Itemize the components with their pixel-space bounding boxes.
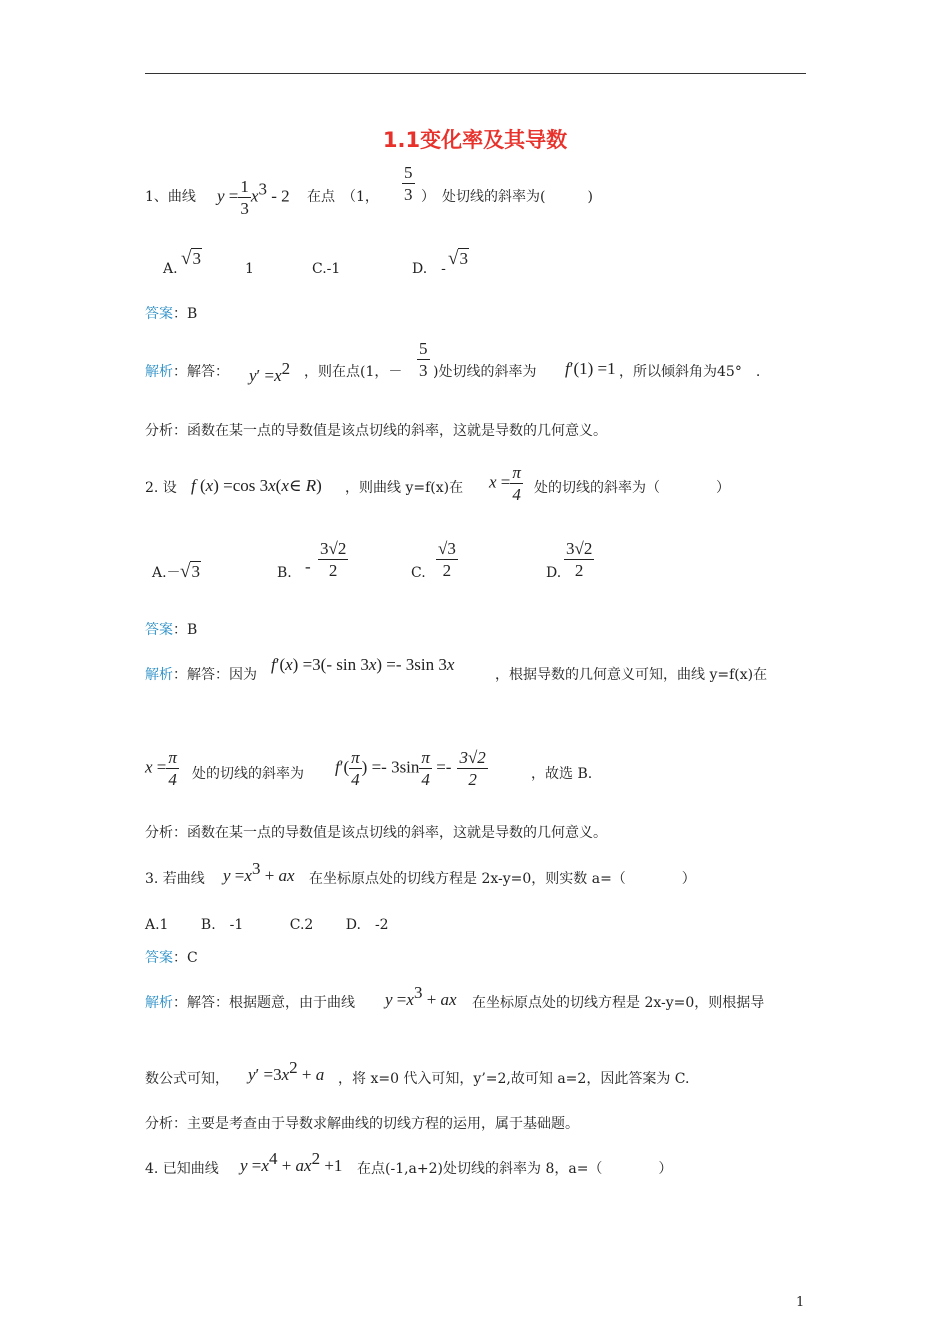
- q1-mid: 在点 （1，: [307, 189, 379, 205]
- header-rule: [145, 73, 806, 74]
- q1-option-d: D. -: [412, 261, 446, 277]
- q2-answer: 答案：B: [145, 622, 198, 638]
- q3-analysis-line-1: 解析：解答：根据题意，由于曲线 $y =x^3$ + ax 在坐标原点处的切线方程是 2x-y=0，则根据导: [145, 983, 765, 1011]
- question-4-stem: 4. 已知曲线 $y =x^4 + ax^2 +1$ 在点(-1,a+2)处切线的斜率为 8，a=（ ）: [145, 1149, 673, 1177]
- q1-option-c: C.-1: [312, 261, 341, 277]
- q3-analysis-line-2: 数公式可知， $y' =3x^2 + a$ ，将 x=0 代入可知，y’=2,故可知 a=2，因此答案为 C.: [145, 1058, 690, 1087]
- q2-analysis-line-1: 解析：解答：因为 f′(x) =3(- sin 3x) =- 3sin 3x ，根据导数的几何意义可知，曲线 y=f(x)在: [145, 655, 768, 683]
- sqrt-icon: √3: [448, 248, 468, 269]
- q1-expression: y = $\frac{1}{3}$ $x^3 - 2$: [217, 177, 290, 219]
- q1-point-fraction: $\frac{5}{3}$: [404, 163, 413, 205]
- sqrt-icon: √3: [181, 248, 201, 269]
- q2-note: 分析：函数在某一点的导数值是该点切线的斜率，这就是导数的几何意义。: [145, 825, 607, 841]
- q1-option-b: 1: [245, 261, 254, 277]
- q1-option-a: A.: [163, 261, 178, 277]
- page-number: 1: [796, 1295, 805, 1310]
- q1-tail: ） 处切线的斜率为( ): [421, 189, 593, 205]
- q1-answer: 答案：B: [145, 306, 198, 322]
- q3-note: 分析：主要是考查由于导数求解曲线的切线方程的运用，属于基础题。: [145, 1116, 579, 1132]
- page-title: 1.1变化率及其导数: [382, 128, 568, 152]
- q1-note: 分析：函数在某一点的导数值是该点切线的斜率，这就是导数的几何意义。: [145, 423, 607, 439]
- q3-answer: 答案：C: [145, 950, 198, 966]
- q1-lead: 1、曲线: [145, 189, 196, 205]
- q1-analysis: 解析：解答： $y' =x^2$ ，则在点(1，－ $\frac{5}{3}$ )处切线的斜率为 f′(1) =1 ，所以倾斜角为45° .: [145, 339, 761, 385]
- question-3-options: A.1 B. -1 C.2 D. -2: [145, 917, 389, 933]
- question-2-stem: 2. 设 f (x) =cos 3x(x∈ R) ，则曲线 y=f(x)在 x = $\frac{\pi}{4}$ 处的切线的斜率为（ ）: [145, 463, 730, 505]
- question-3-stem: 3. 若曲线 $y =x^3$ + ax 在坐标原点处的切线方程是 2x-y=0，则实数 a=（ ）: [145, 859, 696, 887]
